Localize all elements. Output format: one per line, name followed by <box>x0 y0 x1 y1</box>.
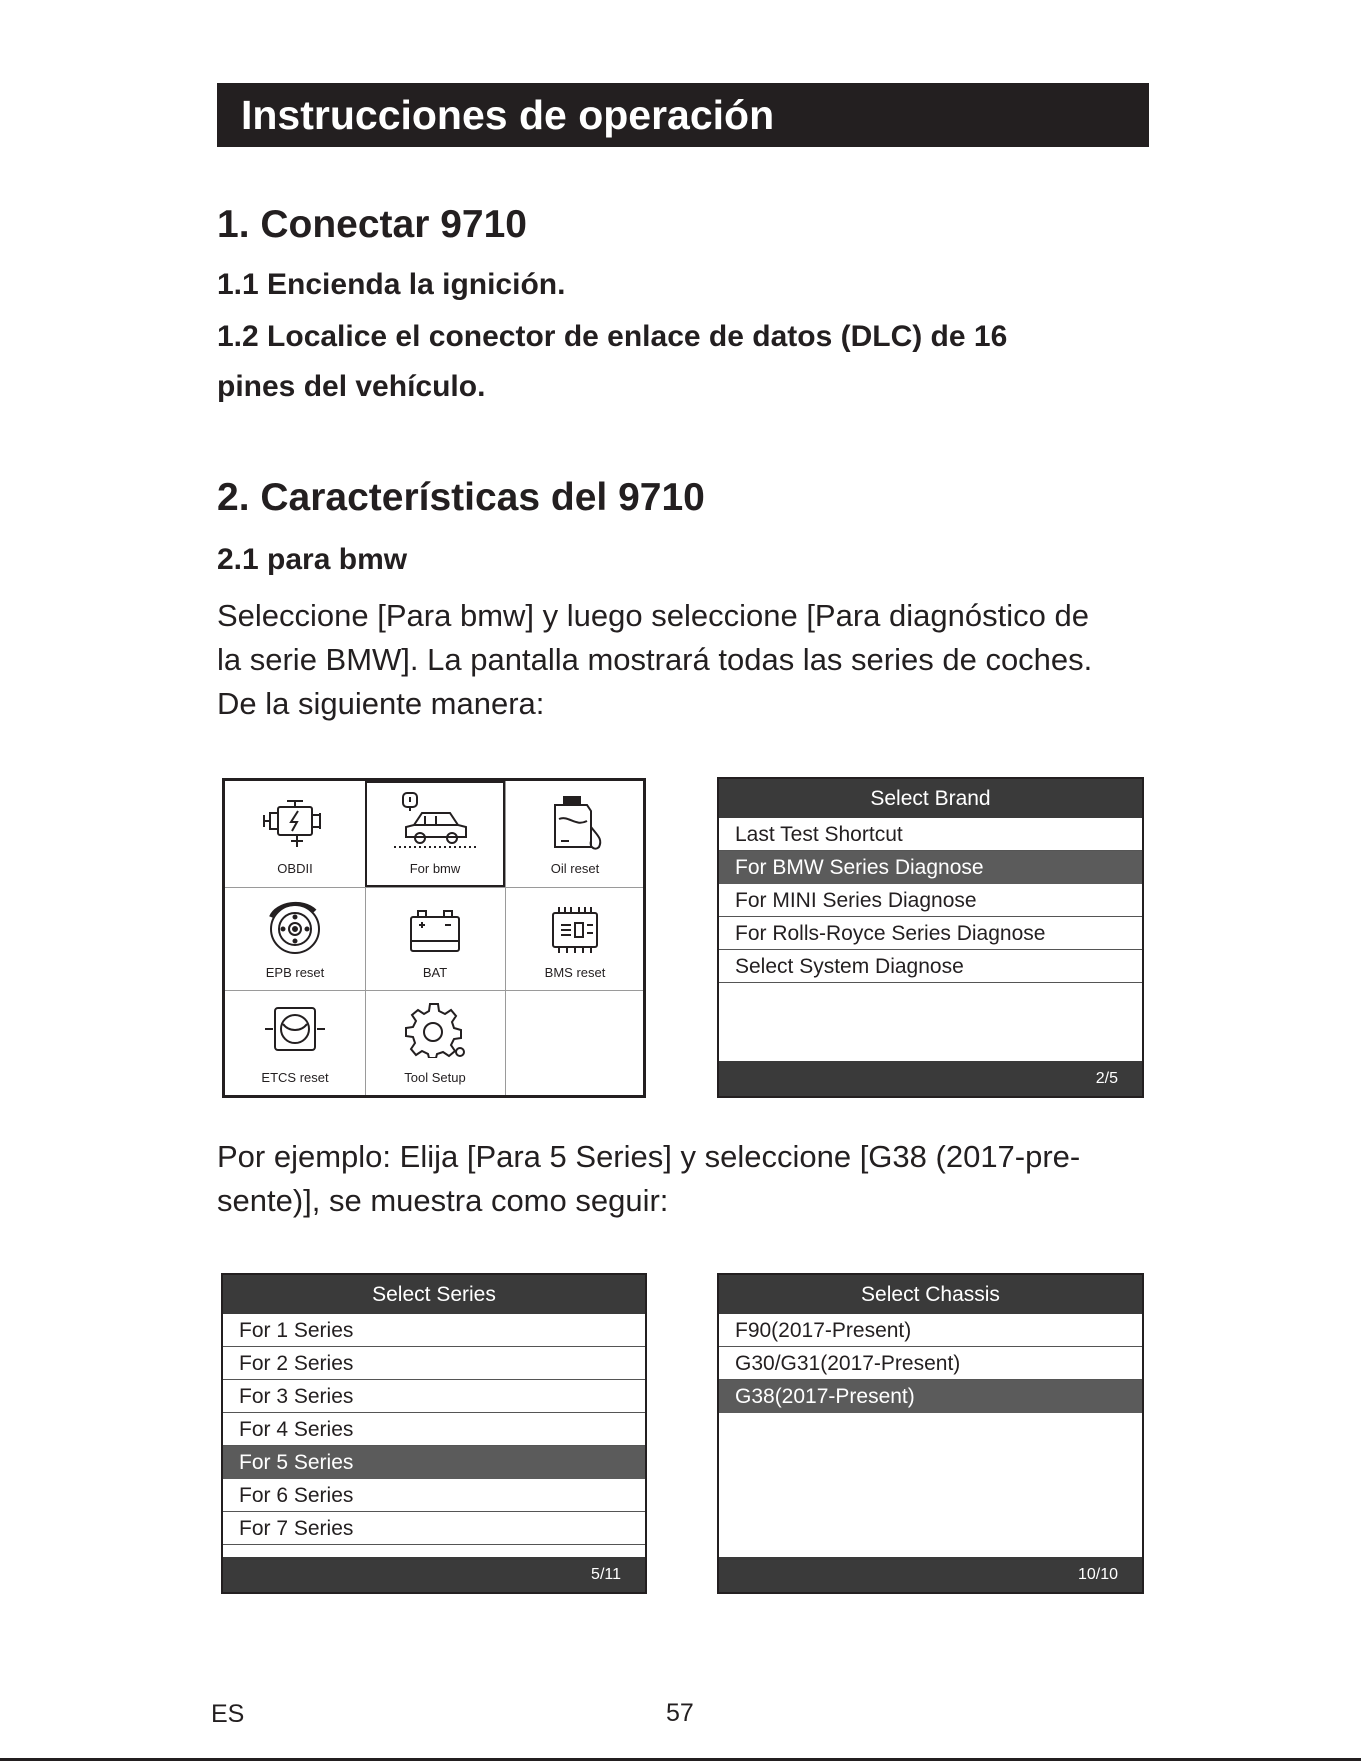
menu-item-bms-reset[interactable] <box>505 887 645 990</box>
list-item[interactable]: For 4 Series <box>223 1413 645 1446</box>
list-item-selected[interactable]: For BMW Series Diagnose <box>719 851 1142 884</box>
screen-title: Select Series <box>223 1275 645 1314</box>
list-item[interactable]: For 6 Series <box>223 1479 645 1512</box>
step-1-2-line2: pines del vehículo. <box>217 370 486 403</box>
menu-item-oil-reset[interactable] <box>505 781 645 887</box>
car-icon <box>392 789 478 855</box>
screen-title: Select Chassis <box>719 1275 1142 1314</box>
battery-sensor-icon <box>545 901 605 957</box>
list-item[interactable]: F90(2017-Present) <box>719 1314 1142 1347</box>
select-chassis-screen <box>717 1273 1144 1594</box>
section2-title: 2. Características del 9710 <box>217 476 705 519</box>
menu-item-for-bmw[interactable] <box>365 781 505 887</box>
main-menu-grid <box>222 778 646 1098</box>
page-indicator: 5/11 <box>223 1557 645 1592</box>
throttle-icon <box>263 1002 327 1058</box>
menu-label: ETCS reset <box>261 1070 329 1085</box>
brake-disc-icon <box>263 897 327 959</box>
example-line2: sente)], se muestra como seguir: <box>217 1183 669 1218</box>
example-line1: Por ejemplo: Elija [Para 5 Series] y seleccione [G38 (2017-pre- <box>217 1139 1081 1174</box>
menu-label: BMS reset <box>544 965 606 980</box>
paragraph-line1: Seleccione [Para bmw] y luego seleccione [Para diagnóstico de <box>217 598 1089 633</box>
menu-item-epb-reset[interactable] <box>225 887 365 990</box>
menu-label: BAT <box>422 965 448 980</box>
menu-label: Oil reset <box>550 861 600 876</box>
engine-icon <box>260 795 330 851</box>
list-item[interactable]: For 2 Series <box>223 1347 645 1380</box>
menu-label: OBDII <box>277 861 313 876</box>
menu-label: Tool Setup <box>404 1070 466 1085</box>
list-item[interactable]: For 1 Series <box>223 1314 645 1347</box>
page-indicator: 2/5 <box>719 1061 1142 1096</box>
list-item[interactable]: For MINI Series Diagnose <box>719 884 1142 917</box>
list-item[interactable]: For 7 Series <box>223 1512 645 1545</box>
page-number: 57 <box>666 1699 694 1727</box>
page-indicator: 10/10 <box>719 1557 1142 1592</box>
select-brand-screen <box>717 777 1144 1098</box>
paragraph-line2: la serie BMW]. La pantalla mostrará todas las series de coches. <box>217 642 1093 677</box>
subsection-2-1: 2.1 para bmw <box>217 543 408 576</box>
menu-item-obdii[interactable] <box>225 781 365 887</box>
oil-can-icon <box>545 793 605 855</box>
menu-item-tool-setup[interactable] <box>365 990 505 1095</box>
step-1-2-line1: 1.2 Localice el conector de enlace de datos (DLC) de 16 <box>217 320 1008 353</box>
paragraph-line3: De la siguiente manera: <box>217 686 545 721</box>
list-item-selected[interactable]: For 5 Series <box>223 1446 645 1479</box>
language-code: ES <box>211 1700 245 1728</box>
menu-label: For bmw <box>409 861 461 876</box>
section1-title: 1. Conectar 9710 <box>217 203 528 246</box>
list-item[interactable]: For Rolls-Royce Series Diagnose <box>719 917 1142 950</box>
list-item[interactable]: Last Test Shortcut <box>719 818 1142 851</box>
menu-item-bat[interactable] <box>365 887 505 990</box>
list-item-selected[interactable]: G38(2017-Present) <box>719 1380 1142 1413</box>
menu-item-etcs-reset[interactable] <box>225 990 365 1095</box>
section-banner: Instrucciones de operación <box>217 83 1149 147</box>
battery-icon <box>405 907 465 957</box>
step-1-1: 1.1 Encienda la ignición. <box>217 268 566 301</box>
menu-label: EPB reset <box>265 965 325 980</box>
gear-icon <box>402 1000 468 1058</box>
screen-title: Select Brand <box>719 779 1142 818</box>
select-series-screen <box>221 1273 647 1594</box>
list-item[interactable]: Select System Diagnose <box>719 950 1142 983</box>
list-item[interactable]: For 3 Series <box>223 1380 645 1413</box>
list-item[interactable]: G30/G31(2017-Present) <box>719 1347 1142 1380</box>
